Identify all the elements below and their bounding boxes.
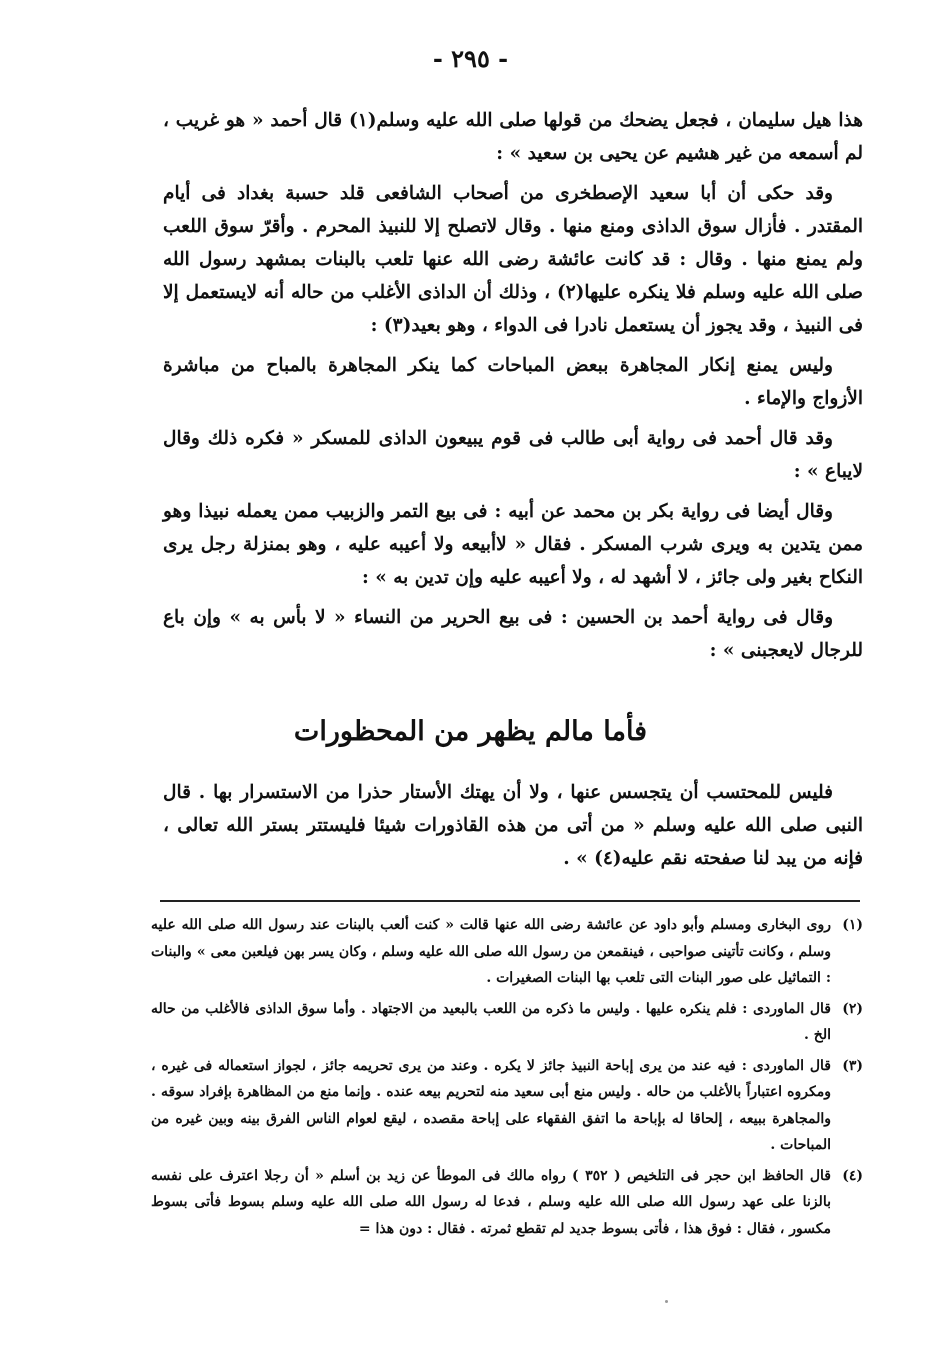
footnote-text: قال الماوردى : فيه عند من يرى إباحة النبيذ جائز لا يكره . وعند من يرى تحريمه جائز ، لجواز استعماله فى غيره ، ومكروه اعتباراً بالأغلب من حاله . وليس منع أبى سعيد منه لتحريم بيعه عنده . وإنما منع من المظاهرة بإفراد سوقه . والمجاهرة ببيعه ، إلحاقا له بإباحة ما اتفق الفقهاء على إباحة مقصده ، ليقع لعوام الناس الفرق بينه وبين غيره من المباحات . <box>151 1057 831 1153</box>
paragraph: وليس يمنع إنكار المجاهرة ببعض المباحات كما ينكر المجاهرة بالمباح من مباشرة الأزواج والإماء . <box>163 355 863 409</box>
footnote-text: قال الحافظ ابن حجر فى التلخيص ( ٣٥٢ ) رواه مالك فى الموطأ عن زيد بن أسلم « أن رجلا اعترف على نفسه بالزنا على عهد رسول الله صلى الله عليه وسلم ، فدعا له رسول الله صلى الله عليه وسلم بسوط فأتى بسوط مكسور ، فقال : فوق هذا ، فأتى بسوط جديد لم تقطع ثمرته . فقال : دون هذا = <box>151 1167 832 1237</box>
footnote-number: (١) <box>842 917 863 933</box>
paragraph: فليس للمحتسب أن يتجسس عنها ، ولا أن يهتك الأستار حذرا من الاستسرار بها . قال النبى صلى الله عليه وسلم « من أتى من هذه القاذورات شيئا فليستتر بستر الله تعالى ، فإنه من يبد لنا صفحته نقم عليه(٤) » . <box>163 782 863 869</box>
footnote-number: (٤) <box>842 1167 863 1184</box>
paragraph: وقد قال أحمد فى رواية أبى طالب فى قوم يبيعون الداذى للمسكر « فكره ذلك وقال لايباع » : <box>163 428 863 482</box>
footnote-number: (٣) <box>842 1057 863 1074</box>
footnote-text: روى البخارى ومسلم وأبو داود عن عائشة رضى الله عنها قالت « كنت ألعب بالبنات عند رسول الله صلى الله عليه وسلم ، وكانت تأتينى صواحبى ، فينقمعن من رسول الله صلى الله عليه وسلم ، وكان يسر بهن فيلعبن معى » والبنات : التماثيل على صور البنات التى تلعب بها البنات الصغيرات . <box>151 917 831 986</box>
footnote <box>151 996 863 1049</box>
footnote-text: قال الماوردى : فلم ينكره عليها . وليس ما ذكره من اللعب بالبعيد من الاجتهاد . وأما سوق الداذى فالأغلب من حاله الخ . <box>151 1000 831 1043</box>
paragraph: وقال فى رواية أحمد بن الحسين : فى بيع الحرير من النساء « لا بأس به » وإن باع للرجال لايعجبنى » : <box>163 607 863 661</box>
footnote <box>151 1053 863 1159</box>
footnote-number: (٢) <box>842 1000 863 1017</box>
paragraph: وقال أيضا فى رواية بكر بن محمد عن أبيه : فى بيع التمر والزبيب ممن يعمله نبيذا وهو ممن يتدين به ويرى شرب المسكر . فقال « لاأبيعه ولا أعيبه عليه ، وهو بمنزلة رجل يرى النكاح بغير ولى جائز ، لا أشهد له ، ولا أعيبه عليه وإن تدين به » : <box>163 501 863 588</box>
paragraph: هذا هيل سليمان ، فجعل يضحك من قولها صلى الله عليه وسلم(١) قال أحمد « هو غريب ، لم أسمعه من غير هشيم عن يحيى بن سعيد » : <box>163 110 863 164</box>
main-text <box>163 104 863 674</box>
footnote <box>151 912 863 992</box>
scan-speck <box>665 1300 668 1303</box>
footnotes <box>151 912 863 1246</box>
footnote <box>151 1163 863 1243</box>
section-heading: فأما مالم يظهر من المحظورات <box>293 716 648 747</box>
footnote-divider <box>160 900 860 902</box>
page-number: - ٢٩٥ - <box>432 44 509 73</box>
section-text <box>163 776 863 875</box>
paragraph: وقد حكى أن أبا سعيد الإصطخرى من أصحاب الشافعى قلد حسبة بغداد فى أيام المقتدر . فأزال سوق الداذى ومنع منها . وقال لاتصلح إلا للنبيذ المحرم . وأقرّ سوق اللعب ولم يمنع منها . وقال : قد كانت عائشة رضى الله عنها تلعب بالبنات بمشهد رسول الله صلى الله عليه وسلم فلا ينكره عليها(٢) ، وذلك أن الداذى الأغلب من حاله أنه لايستعمل إلا فى النبيذ ، وقد يجوز أن يستعمل نادرا فى الدواء ، وهو بعيد(٣) : <box>163 183 863 336</box>
